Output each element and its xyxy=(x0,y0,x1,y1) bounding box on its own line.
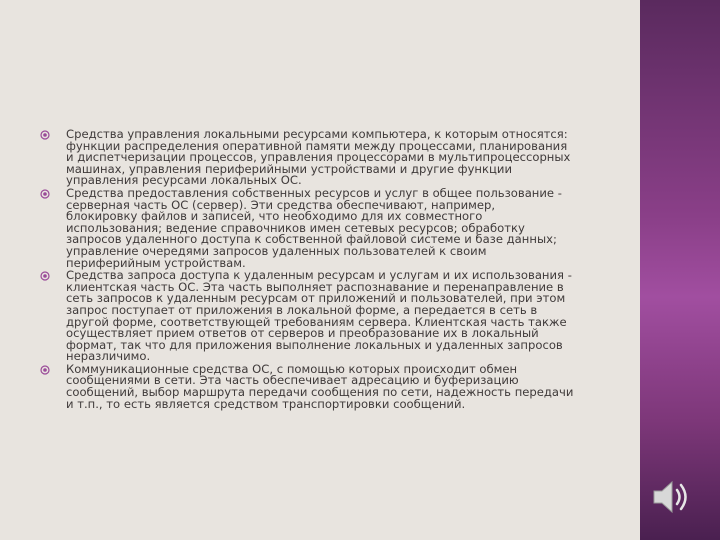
bullet-line: управления ресурсами локальных ОС. xyxy=(66,173,302,188)
bullet-item-1 xyxy=(40,129,588,187)
bullet-line: формат, так что для приложения выполнение локальных и удаленных запросов xyxy=(66,337,563,352)
bullet-line: запрос поступает от приложения в локальной форме, а передается в сеть в xyxy=(66,302,538,317)
bullet-line: запросов удаленного доступа к собственной файловой системе и базе данных; xyxy=(66,232,557,247)
side-panel xyxy=(640,0,720,540)
speaker-icon[interactable] xyxy=(648,472,698,522)
bullet-line: периферийным устройствам. xyxy=(66,255,246,270)
bullet-item-3 xyxy=(40,270,588,363)
bullet-item-2 xyxy=(40,185,588,270)
bullet-line: блокировку файлов и записей, что необходимо для их совместного xyxy=(66,209,483,224)
bullet-line: машинах, управления периферийными устройствами и другие функции xyxy=(66,161,512,176)
bullet-line: Средства управления локальными ресурсами компьютера, к которым относятся: xyxy=(66,127,568,141)
bullet-line: сеть запросов к удаленным ресурсам от приложений и пользователей, при этом xyxy=(66,291,566,306)
bullet-line: другой форме, соответствующей требованиям сервера. Клиентская часть также xyxy=(66,314,567,329)
circled-dot-icon xyxy=(40,130,50,140)
bullet-line: сообщениями в сети. Эта часть обеспечивает адресацию и буферизацию xyxy=(66,373,519,388)
bullet-line: осуществляет прием ответов от серверов и преобразование их в локальный xyxy=(66,326,539,341)
circled-dot-icon xyxy=(40,365,50,375)
bullet-line: Средства запроса доступа к удаленным ресурсам и услугам и их использования - xyxy=(66,268,572,283)
bullet-line: серверная часть ОС (сервер). Эти средства обеспечивают, например, xyxy=(66,197,496,212)
circled-dot-icon xyxy=(40,189,50,199)
bullet-list xyxy=(40,129,588,411)
bullet-line: Средства предоставления собственных ресурсов и услуг в общее пользование - xyxy=(66,185,562,200)
circled-dot-icon xyxy=(40,271,50,281)
bullet-item-4 xyxy=(40,361,588,411)
bullet-line: Коммуникационные средства ОС, с помощью которых происходит обмен xyxy=(66,361,518,376)
bullet-line: управление очередями запросов удаленных пользователей к своим xyxy=(66,243,487,258)
bullet-line: и т.п., то есть является средством транспортировки сообщений. xyxy=(66,396,466,411)
bullet-line: сообщений, выбор маршрута передачи сообщения по сети, надежность передачи xyxy=(66,385,574,400)
bullet-line: клиентская часть ОС. Эта часть выполняет распознавание и перенаправление в xyxy=(66,279,564,294)
bullet-line: использования; ведение справочников имен сетевых ресурсов; обработку xyxy=(66,220,525,235)
bullet-line: и диспетчеризации процессов, управления процессорами в мультипроцессорных xyxy=(66,150,571,165)
bullet-line: функции распределения оперативной памяти между процессами, планирования xyxy=(66,138,568,153)
bullet-line: неразличимо. xyxy=(66,349,151,364)
